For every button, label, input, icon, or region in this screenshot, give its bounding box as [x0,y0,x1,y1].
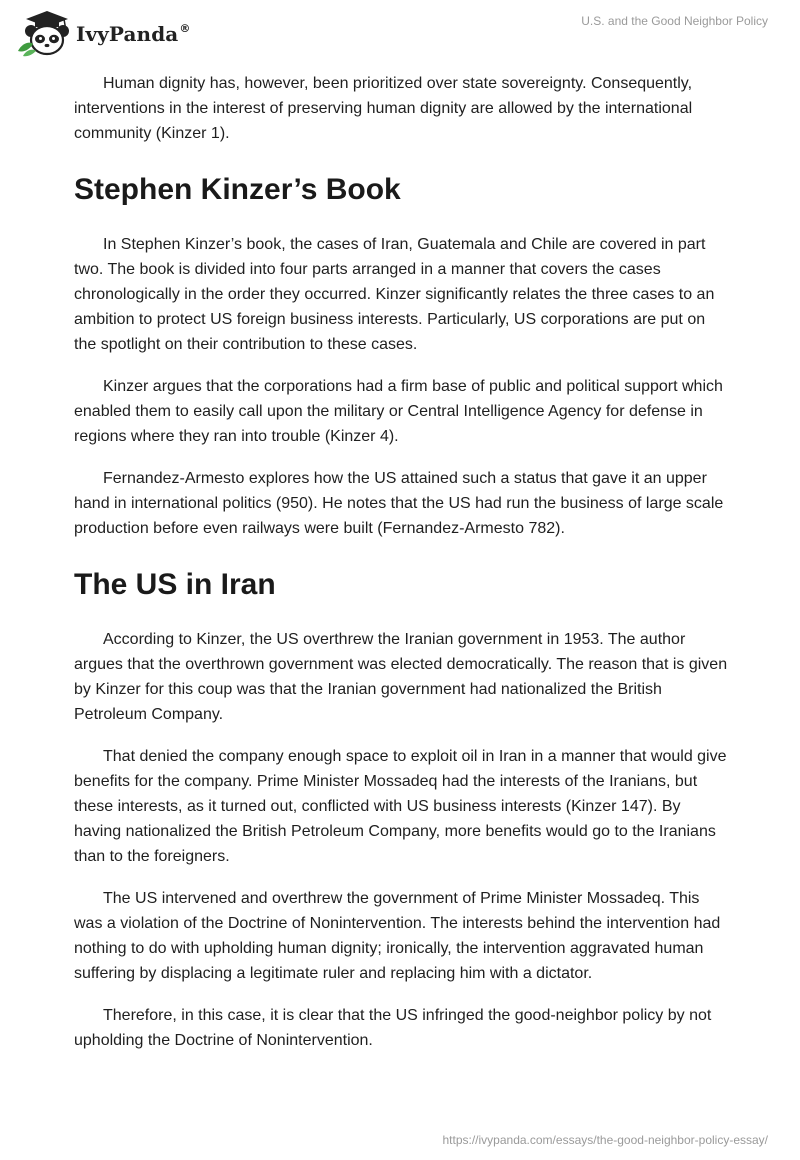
body-paragraph: According to Kinzer, the US overthrew the Iranian government in 1953. The author argues that the overthrown government was elected democratically. The reason that is given by Kinzer for this coup was that the Iranian government had nationalized the British Petroleum Company. [74,631,728,723]
essay-content [74,71,730,1070]
section-heading-kinzer-book: Stephen Kinzer’s Book [74,173,401,206]
body-paragraph: Kinzer argues that the corporations had a firm base of public and political support which enabled them to easily call upon the military or Central Intelligence Agency for defense in regions where they ran into trouble (Kinzer 4). [74,378,723,445]
document-title: U.S. and the Good Neighbor Policy [581,14,768,28]
body-paragraph: The US intervened and overthrew the government of Prime Minister Mossadeq. This was a violation of the Doctrine of Nonintervention. The interests behind the intervention had nothing to do with upholding human dignity; ironically, the intervention aggravated human suffering by displacing a legitimate ruler and replacing him with a dictator. [74,890,721,982]
section-heading-us-in-iran: The US in Iran [74,568,276,601]
page-header [0,0,800,70]
body-paragraph: That denied the company enough space to exploit oil in Iran in a manner that would give benefits for the company. Prime Minister Mossadeq had the interests of the Iranians, but these interests, as it turned out, conflicted with US business interests (Kinzer 147). By having nationalized the British Petroleum Company, more benefits would go to the Iranians than to the foreigners. [74,748,727,865]
panda-graduate-icon [14,7,74,57]
ivypanda-logo[interactable] [14,7,190,57]
body-paragraph: Fernandez-Armesto explores how the US attained such a status that gave it an upper hand in international politics (950). He notes that the US had run the business of large scale production before even railways were built (Fernandez-Armesto 782). [74,470,724,537]
brand-name-text: IvyPanda [76,22,179,46]
brand-name [76,22,190,46]
body-paragraph: Therefore, in this case, it is clear that the US infringed the good-neighbor policy by not upholding the Doctrine of Nonintervention. [74,1007,712,1049]
body-paragraph: In Stephen Kinzer’s book, the cases of Iran, Guatemala and Chile are covered in part two. The book is divided into four parts arranged in a manner that covers the cases chronologically in the order they occurred. Kinzer significantly relates the three cases to an ambition to protect US foreign business interests. Particularly, US corporations are put on the spotlight on their contribution to these cases. [74,236,715,353]
registered-mark: ® [179,22,191,35]
source-url-link[interactable]: https://ivypanda.com/essays/the-good-neighbor-policy-essay/ [442,1133,768,1147]
intro-paragraph: Human dignity has, however, been prioritized over state sovereignty. Consequently, interventions in the interest of preserving human dignity are allowed by the international community (Kinzer 1). [74,75,693,142]
